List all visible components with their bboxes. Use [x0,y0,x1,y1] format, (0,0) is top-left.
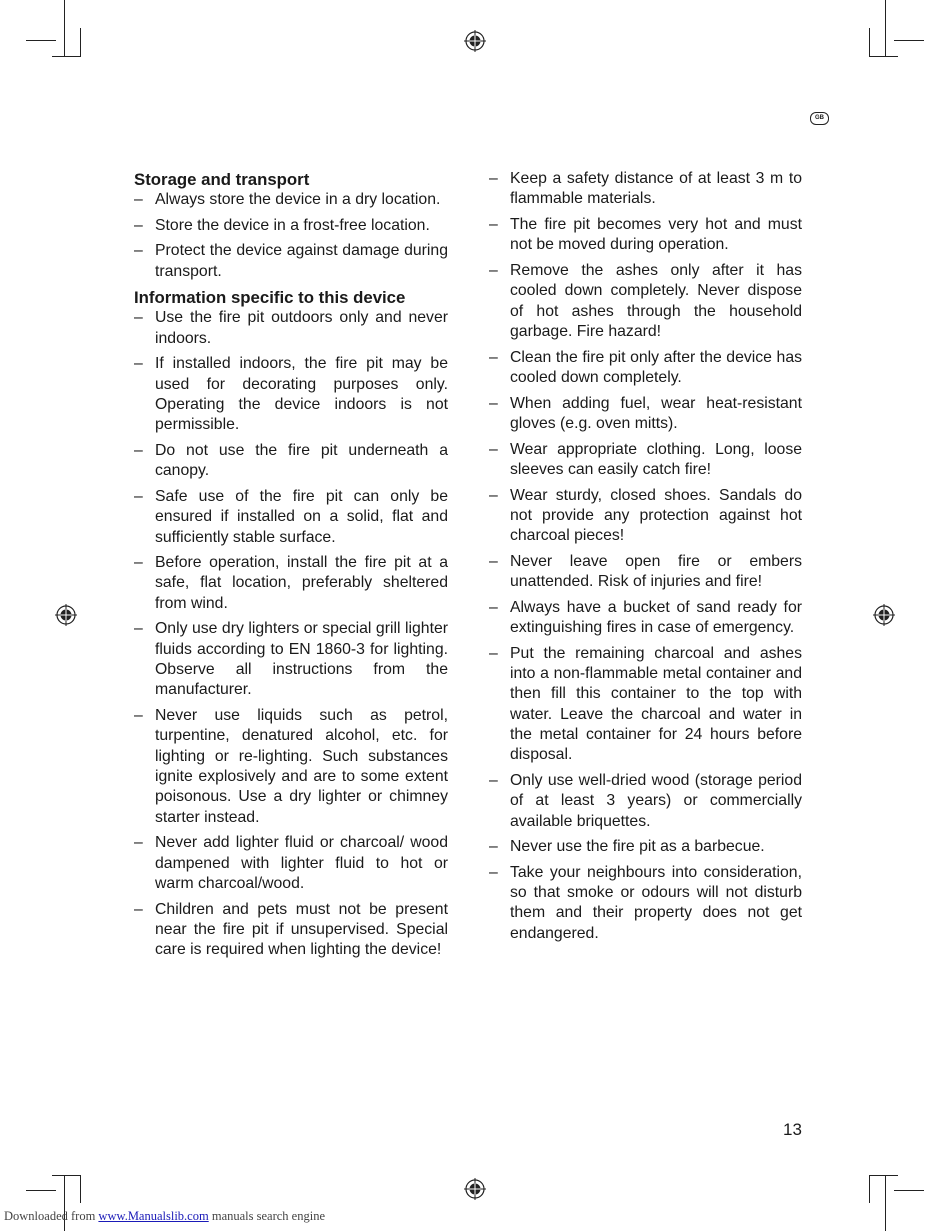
list-item: – Before operation, install the fire pit at a safe, flat location, preferably sheltered from wind. [134,553,448,614]
download-footer [4,1209,325,1224]
list-item: – Only use dry lighters or special grill lighter fluids according to EN 1860-3 for lighting. Observe all instructions from the manufacturer. [134,619,448,700]
list-item: – Take your neighbours into consideration, so that smoke or odours will not disturb them and their property does not get endangered. [489,863,802,944]
list-item: – Use the fire pit outdoors only and never indoors. [134,308,448,349]
section-heading-storage: Storage and transport [134,170,310,189]
crop-mark [52,1175,81,1176]
crop-mark [885,0,886,56]
crop-mark [26,40,56,41]
list-item: – Store the device in a frost-free location. [134,216,448,236]
list-item: – Safe use of the fire pit can only be ensured if installed on a solid, flat and sufficiently stable surface. [134,487,448,548]
list-item: – Only use well-dried wood (storage period of at least 3 years) or commercially available briquettes. [489,771,802,832]
list-item: – Never use the fire pit as a barbecue. [489,837,802,857]
footer-suffix: manuals search engine [211,1209,325,1223]
safety-list [489,169,802,944]
crop-mark [64,0,65,56]
crop-mark [869,1175,870,1203]
registration-mark-icon [873,604,895,626]
list-item: – Wear sturdy, closed shoes. Sandals do not provide any protection against hot charcoal pieces! [489,486,802,547]
device-info-list [134,308,448,960]
right-column [489,169,802,949]
crop-mark [869,28,870,56]
crop-mark [894,1190,924,1191]
crop-mark [26,1190,56,1191]
list-item: – Remove the ashes only after it has cooled down completely. Never dispose of hot ashes through the household garbage. Fire hazard! [489,261,802,342]
page-number: 13 [783,1120,802,1139]
registration-mark-icon [55,604,77,626]
list-item: – Protect the device against damage during transport. [134,241,448,282]
crop-mark [80,28,81,56]
crop-mark [80,1175,81,1203]
section-heading-device-info: Information specific to this device [134,288,406,308]
storage-list [134,190,448,282]
registration-mark-icon [464,1178,486,1200]
language-badge: GB [810,112,829,125]
list-item: – Put the remaining charcoal and ashes into a non-flammable metal container and then fill this container to the top with water. Leave the charcoal and water in the metal container for 24 hours before disposal. [489,644,802,766]
list-item: – Wear appropriate clothing. Long, loose sleeves can easily catch fire! [489,440,802,481]
crop-mark [869,56,898,57]
crop-mark [52,56,81,57]
list-item: – When adding fuel, wear heat-resistant gloves (e.g. oven mitts). [489,394,802,435]
list-item: – Never add lighter fluid or charcoal/ wood dampened with lighter fluid to hot or warm charcoal/wood. [134,833,448,894]
list-item: – Never use liquids such as petrol, turpentine, denatured alcohol, etc. for lighting or re-lighting. Such substances ignite explosively and are to some extent poisonous. Use a dry lighter or chimney starter instead. [134,706,448,828]
list-item: – Clean the fire pit only after the device has cooled down completely. [489,348,802,389]
crop-mark [885,1175,886,1231]
crop-mark [869,1175,898,1176]
list-item: – Keep a safety distance of at least 3 m to flammable materials. [489,169,802,210]
list-item: – Always store the device in a dry location. [134,190,448,210]
list-item: – Children and pets must not be present near the fire pit if unsupervised. Special care is required when lighting the device! [134,900,448,961]
registration-mark-icon [464,30,486,52]
list-item: – Do not use the fire pit underneath a canopy. [134,441,448,482]
manualslib-link[interactable]: www.Manualslib.com [98,1209,209,1223]
list-item: – Never leave open fire or embers unattended. Risk of injuries and fire! [489,552,802,593]
list-item: – If installed indoors, the fire pit may be used for decorating purposes only. Operating the device indoors is not permissible. [134,354,448,435]
list-item: – The fire pit becomes very hot and must not be moved during operation. [489,215,802,256]
left-column [134,169,448,966]
crop-mark [894,40,924,41]
list-item: – Always have a bucket of sand ready for extinguishing fires in case of emergency. [489,598,802,639]
footer-prefix: Downloaded from [4,1209,96,1223]
